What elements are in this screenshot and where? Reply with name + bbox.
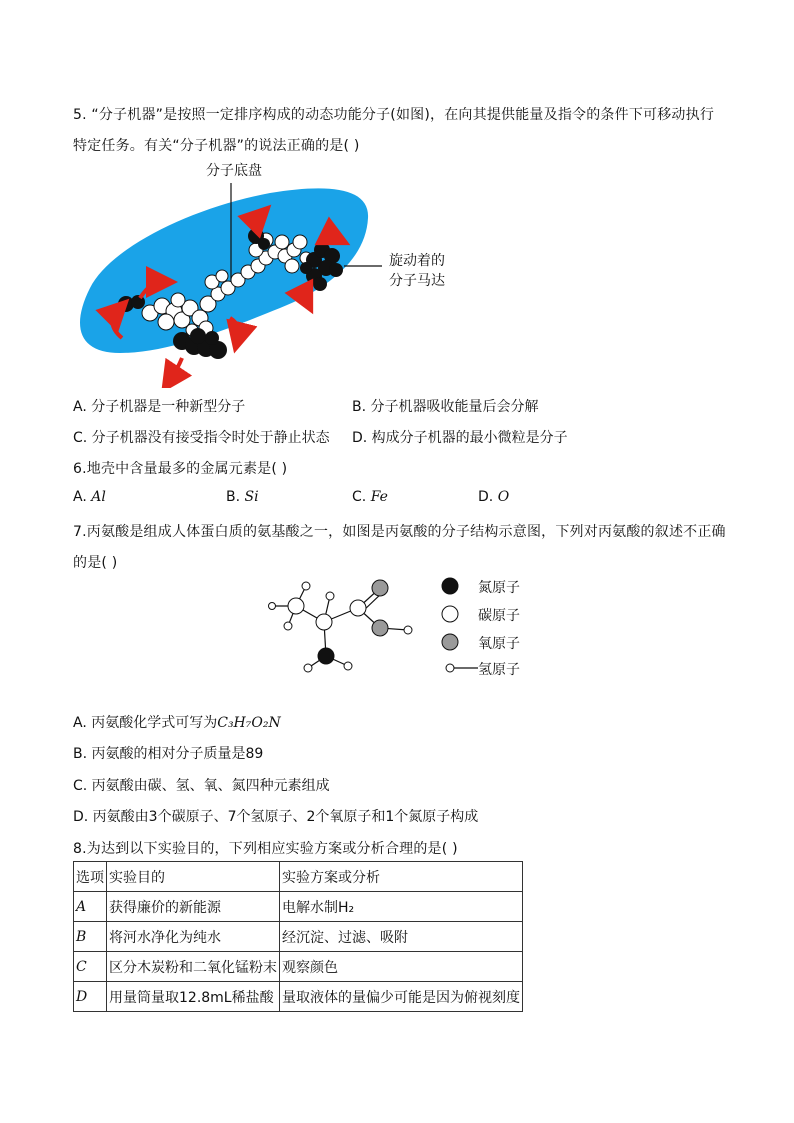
row-option: A [74,892,107,922]
row-plan: 电解水制H₂ [280,892,523,922]
legend-hydrogen: 氢原子 [478,662,520,678]
q7-stem-line1: 7.丙氨酸是组成人体蛋白质的氨基酸之一，如图是丙氨酸的分子结构示意图，下列对丙氨酸的叙述不正确 [73,524,726,540]
q6-option-c-text: Fe [370,489,388,505]
row-goal: 区分木炭粉和二氧化锰粉末 [107,952,280,982]
header-plan: 实验方案或分析 [280,862,523,892]
q6-option-d-prefix: D. [478,489,498,505]
table-row[interactable] [74,982,523,1012]
q7-option-a-text: A. 丙氨酸化学式可写为 [73,715,218,731]
table-row[interactable] [74,922,523,952]
q5-option-c[interactable]: C. 分子机器没有接受指令时处于静止状态 [73,430,330,446]
row-goal: 用量筒量取12.8mL稀盐酸 [107,982,280,1012]
q5-stem-line1: 5. “分子机器”是按照一定排序构成的动态功能分子(如图)，在向其提供能量及指令的条件下可移动执行 [73,107,715,123]
row-option: C [74,952,107,982]
row-option: D [74,982,107,1012]
q6-stem: 6.地壳中含量最多的金属元素是( ) [73,461,288,477]
table-header-row [74,862,523,892]
q6-option-d-text: O [497,489,510,505]
q8-stem: 8.为达到以下实验目的，下列相应实验方案或分析合理的是( ) [73,841,458,857]
legend-nitrogen: 氮原子 [478,580,520,596]
figure-label-base: 分子底盘 [206,163,262,179]
q6-option-a-prefix: A. [73,489,92,505]
experiment-table [73,861,523,1012]
q7-option-b[interactable]: B. 丙氨酸的相对分子质量是89 [73,746,264,762]
q5-option-d[interactable]: D. 构成分子机器的最小微粒是分子 [352,430,568,446]
table-row[interactable] [74,952,523,982]
row-option: B [74,922,107,952]
legend-carbon: 碳原子 [478,608,520,624]
q6-option-b[interactable] [226,489,259,505]
q6-option-a-text: Al [91,489,106,505]
q6-option-d[interactable] [478,489,509,505]
row-plan: 经沉淀、过滤、吸附 [280,922,523,952]
row-plan: 观察颜色 [280,952,523,982]
figure-label-motor-1: 旋动着的 [389,253,445,269]
q5-option-b[interactable]: B. 分子机器吸收能量后会分解 [352,399,539,415]
q7-option-c[interactable]: C. 丙氨酸由碳、氢、氧、氮四种元素组成 [73,778,330,794]
q7-stem-line2: 的是( ) [73,555,118,571]
q6-option-b-prefix: B. [226,489,245,505]
header-option: 选项 [74,862,107,892]
table-row[interactable] [74,892,523,922]
q6-option-c[interactable] [352,489,388,505]
alanine-molecule-diagram [262,572,422,682]
q5-stem-line2: 特定任务。有关“分子机器”的说法正确的是( ) [73,138,360,154]
q6-option-c-prefix: C. [352,489,371,505]
figure-label-motor-2: 分子马达 [389,273,445,289]
header-goal: 实验目的 [107,862,280,892]
row-goal: 获得廉价的新能源 [107,892,280,922]
molecular-machine-diagram [70,178,390,388]
row-plan: 量取液体的量偏少可能是因为俯视刻度 [280,982,523,1012]
q7-option-d[interactable]: D. 丙氨酸由3个碳原子、7个氢原子、2个氧原子和1个氮原子构成 [73,809,479,825]
q5-option-a[interactable]: A. 分子机器是一种新型分子 [73,399,246,415]
q6-option-a[interactable] [73,489,106,505]
q6-option-b-text: Si [244,489,259,505]
legend-oxygen: 氧原子 [478,636,520,652]
q7-option-a[interactable] [73,712,281,732]
q7-option-a-formula: C₃H₇O₂N [217,715,281,731]
row-goal: 将河水净化为纯水 [107,922,280,952]
